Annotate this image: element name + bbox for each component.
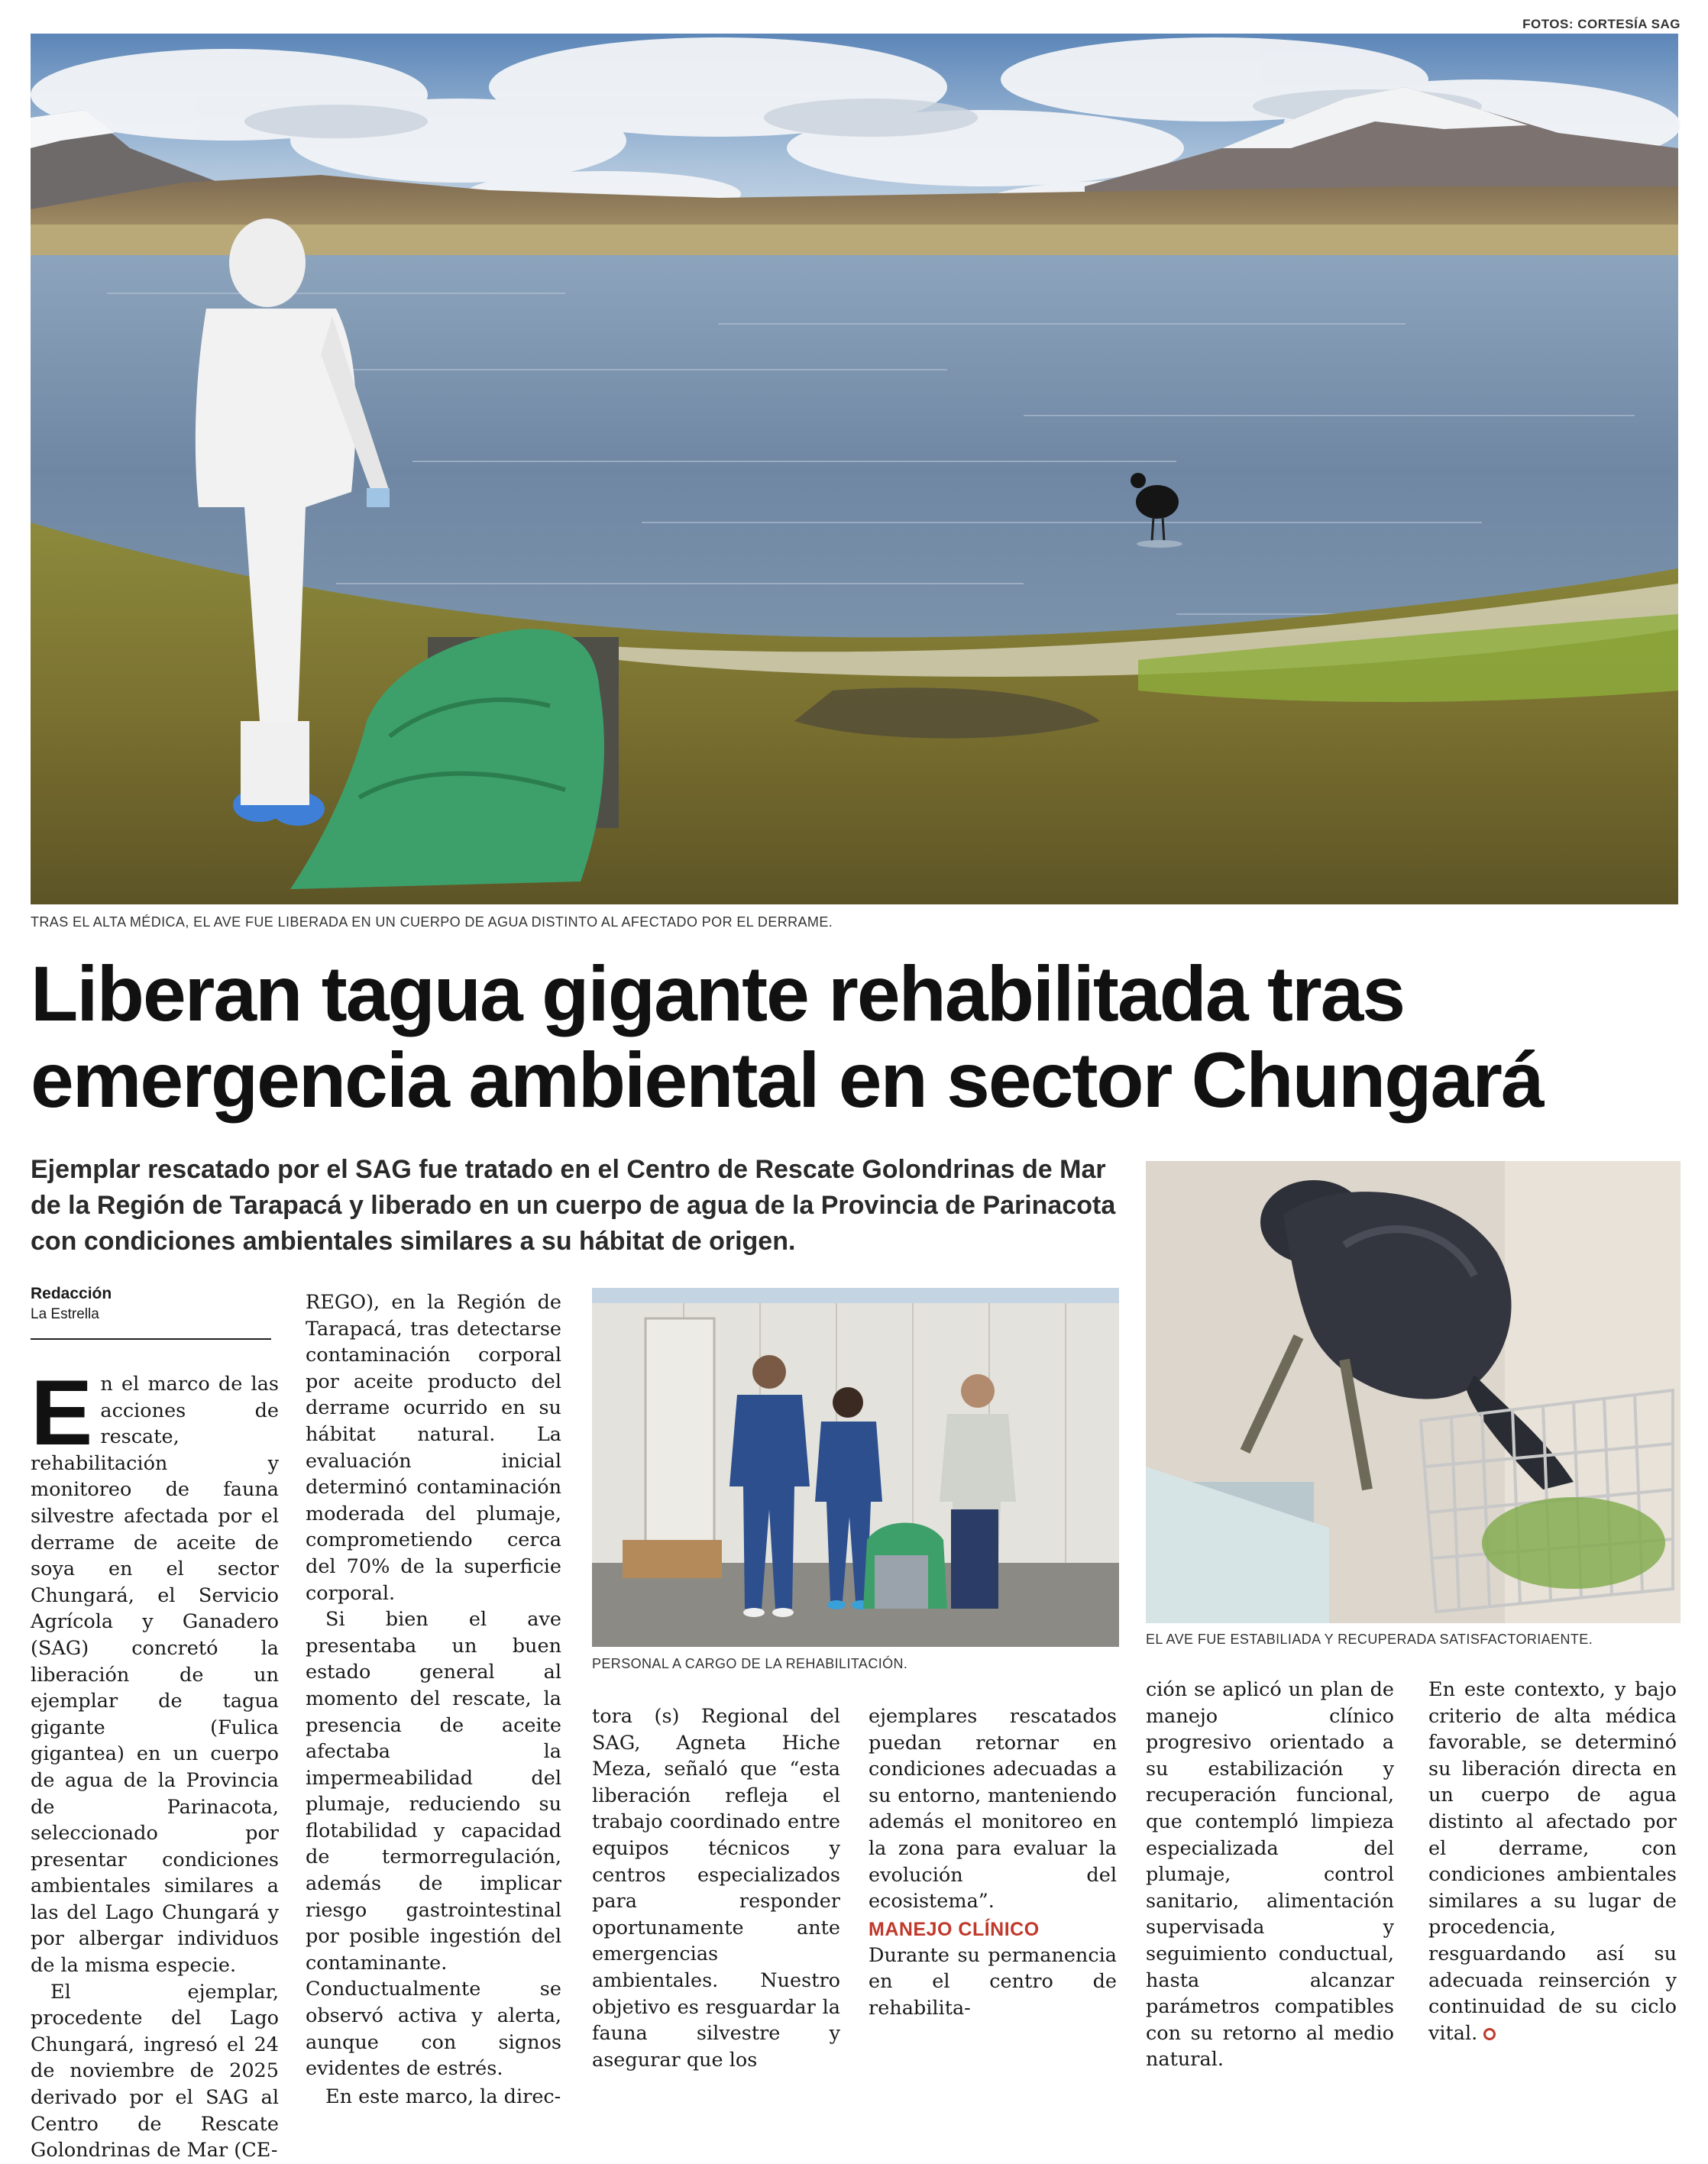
article-column-4: [869, 1703, 1117, 2020]
staff-photo-illustration: [592, 1288, 1119, 1647]
article-paragraph: REGO), en la Región de Tarapacá, tras detectarse contaminación corporal por aceite producto del derrame ocurrido en su hábitat natural. La evaluación inicial determinó contaminación moderada del plumaje, comprometiendo cerca del 70% de la superficie corporal.: [306, 1291, 561, 1605]
article-paragraph: En este marco, la direc-: [325, 2085, 561, 2108]
article-paragraph: ción se aplicó un plan de manejo clínico progresivo orientado a su estabilización y recuperación funcional, que contempló limpieza especializada del plumaje, control sanitario, alimentación supervisada y seguimiento conductual, hasta alcanzar parámetros compatibles con su retorno al medio natural.: [1146, 1678, 1394, 2072]
article-paragraph: Durante su permanencia en el centro de rehabilita-: [869, 1943, 1117, 2020]
article-column-2: [306, 1289, 561, 2108]
article-text: En este contexto, y bajo criterio de alta médica favorable, se determinó su liberación directa en un cuerpo de agua distinto al afectado por el derrame, con condiciones ambientales similares a su lugar de procedencia, resguardando así su adecuada reinserción y continuidad de su ciclo vital.: [1428, 1678, 1677, 2045]
headline-line-2: emergencia ambiental en sector Chungará: [31, 1037, 1543, 1124]
staff-photo-caption: PERSONAL A CARGO DE LA REHABILITACIÓN.: [592, 1656, 908, 1671]
byline-author: Redacción: [31, 1285, 112, 1302]
byline: [31, 1285, 271, 1323]
byline-organization: La Estrella: [31, 1306, 99, 1322]
lake-release-illustration: [31, 34, 1678, 904]
article-paragraph: ejemplares rescatados puedan retornar en condiciones adecuadas a su entorno, manteniendo además el monitoreo en la zona para evaluar la evolución del ecosistema”.: [869, 1705, 1117, 1913]
headline-line-1: Liberan tagua gigante rehabilitada tras: [31, 950, 1405, 1037]
bird-photo-caption: EL AVE FUE ESTABILIADA Y RECUPERADA SATISFACTORIAENTE.: [1146, 1632, 1593, 1647]
article-paragraph: [31, 1360, 279, 1979]
article-paragraph: Si bien el ave presentaba un buen estado general al momento del rescate, la presencia de aceite afectaba la impermeabilidad del plumaje, reduciendo su flotabilidad y capacidad de termorregulación, además de implicar riesgo gastrointestinal por posible ingestión del contaminante. Conductualmente se observó activa y alerta, aunque con signos evidentes de estrés.: [306, 1608, 561, 2081]
deck-summary: Ejemplar rescatado por el SAG fue tratado en el Centro de Rescate Golondrinas de Mar de la Región de Tarapacá y liberado en un cuerpo de agua de la Provincia de Parinacota con condiciones ambientales similares a su hábitat de origen.: [31, 1155, 1116, 1256]
bird-photo-illustration: [1146, 1161, 1681, 1623]
section-subhead: MANEJO CLÍNICO: [869, 1918, 1040, 1940]
article-column-5: [1146, 1677, 1394, 2072]
article-column-3: [592, 1703, 840, 2072]
drop-cap: E: [31, 1360, 93, 1464]
headline: [31, 951, 1688, 1124]
byline-divider: [31, 1338, 271, 1340]
article-paragraph: [1428, 1677, 1677, 2046]
end-mark-icon: [1483, 2028, 1496, 2040]
photo-credit: FOTOS: CORTESÍA SAG: [1522, 17, 1681, 31]
article-column-6: [1428, 1677, 1677, 2045]
article-paragraph: El ejemplar, procedente del Lago Chungará, ingresó el 24 de noviembre de 2025 derivado por el SAG al Centro de Rescate Golondrinas de Mar (CE-: [31, 1980, 279, 2162]
main-photo-caption: TRAS EL ALTA MÉDICA, EL AVE FUE LIBERADA EN UN CUERPO DE AGUA DISTINTO AL AFECTADO POR EL DERRAME.: [31, 914, 833, 930]
staff-photo: [592, 1288, 1119, 1647]
article-paragraph: tora (s) Regional del SAG, Agneta Hiche Meza, señaló que “esta liberación refleja el trabajo coordinado entre equipos técnicos y centros especializados para responder oportunamente ante emergencias ambientales. Nuestro objetivo es resguardar la fauna silvestre y asegurar que los: [592, 1705, 840, 2072]
article-text: n el marco de las acciones de rescate, rehabilitación y monitoreo de fauna silvestre afectada por el derrame de aceite de soya en el sector Chungará, el Servicio Agrícola y Ganadero (SAG) concretó la liberación de un ejemplar de tagua gigante (Fulica gigantea) en un cuerpo de agua de la Provincia de Parinacota, seleccionado por presentar condiciones ambientales similares a las del Lago Chungará y por albergar individuos de la misma especie.: [31, 1373, 279, 1978]
bird-photo: [1146, 1161, 1681, 1623]
main-photo: [31, 34, 1678, 904]
article-column-1: [31, 1360, 279, 2162]
